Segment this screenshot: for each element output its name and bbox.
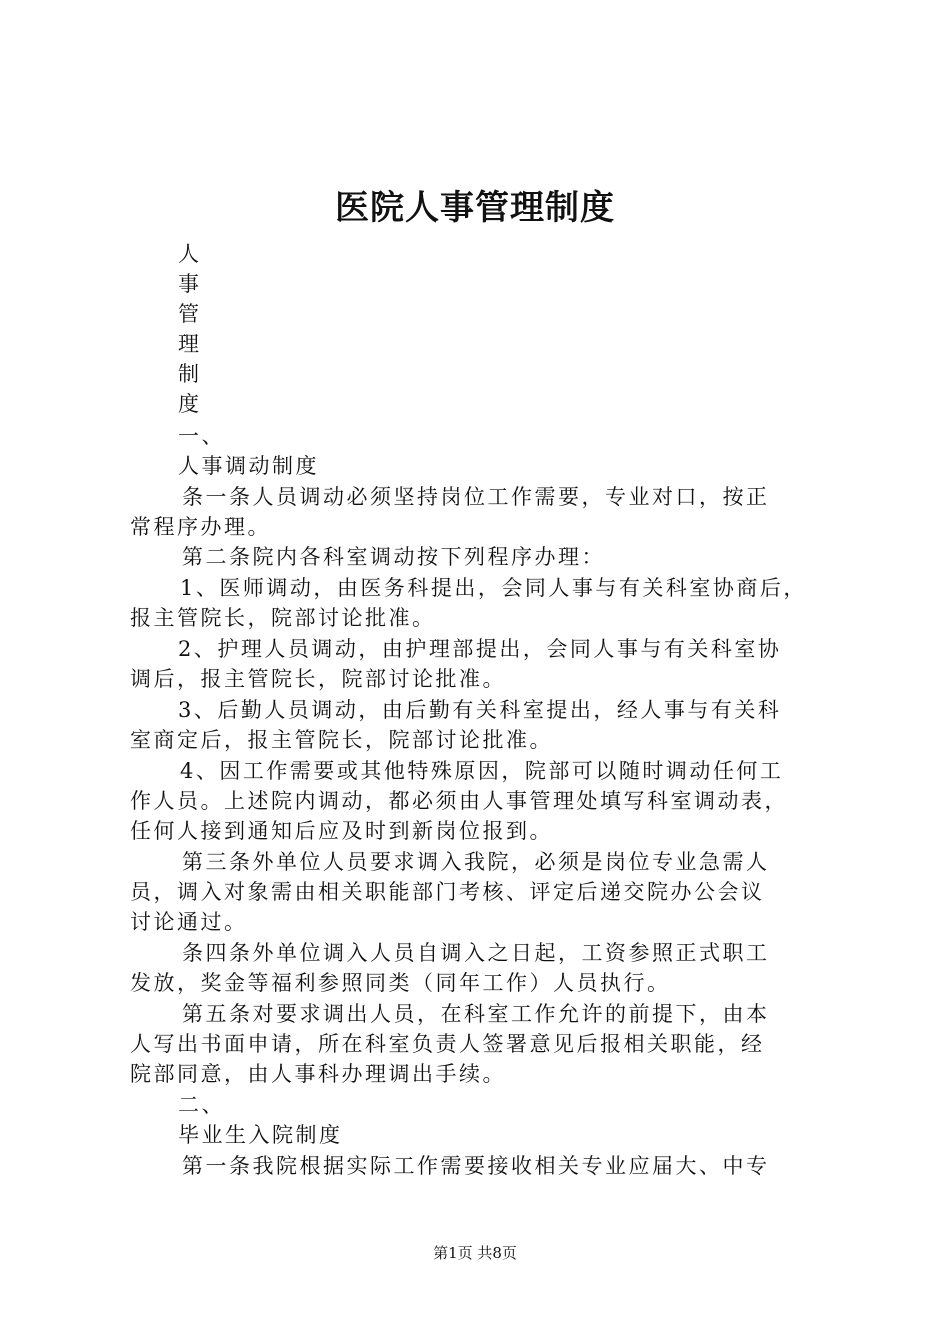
paragraph-line: 讨论通过。 [130, 910, 248, 934]
vertical-heading-char: 理 [178, 332, 199, 356]
paragraph-line: 常程序办理。 [130, 515, 271, 539]
paragraph-line: 员，调入对象需由相关职能部门考核、评定后递交院办公会议 [130, 880, 765, 904]
vertical-heading-char: 事 [178, 272, 199, 296]
section-heading: 毕业生入院制度 [178, 1123, 343, 1147]
paragraph-line: 第二条院内各科室调动按下列程序办理： [182, 545, 605, 569]
paragraph-line: 第三条外单位人员要求调入我院，必须是岗位专业急需人 [182, 850, 770, 874]
paragraph-line: 第一条我院根据实际工作需要接收相关专业应届大、中专 [182, 1154, 770, 1178]
paragraph-line: 发放，奖金等福利参照同类（同年工作）人员执行。 [130, 971, 671, 995]
paragraph-line: 作人员。上述院内调动，都必须由人事管理处填写科室调动表， [130, 789, 788, 813]
paragraph-line: 第五条对要求调出人员，在科室工作允许的前提下，由本 [182, 1002, 770, 1026]
section-number: 一、 [178, 424, 225, 448]
vertical-heading-char: 度 [178, 392, 199, 416]
paragraph-line: 室商定后，报主管院长，院部讨论批准。 [130, 728, 553, 752]
paragraph-line: 报主管院长，院部讨论批准。 [130, 606, 436, 630]
section-heading: 人事调动制度 [178, 454, 319, 478]
paragraph-line: 院部同意，由人事科办理调出手续。 [130, 1062, 506, 1086]
paragraph-line: 任何人接到通知后应及时到新岗位报到。 [130, 819, 553, 843]
paragraph-line: 调后，报主管院长，院部讨论批准。 [130, 667, 506, 691]
paragraph-line: 1、医师调动，由医务科提出，会同人事与有关科室协商后， [180, 576, 807, 600]
paragraph-line: 2、护理人员调动，由护理部提出，会同人事与有关科室协 [178, 637, 782, 661]
paragraph-line: 条四条外单位调入人员自调入之日起，工资参照正式职工 [182, 941, 770, 965]
paragraph-line: 3、后勤人员调动，由后勤有关科室提出，经人事与有关科 [178, 698, 782, 722]
vertical-heading-char: 制 [178, 362, 199, 386]
document-title: 医院人事管理制度 [335, 188, 615, 228]
vertical-heading-char: 人 [178, 242, 199, 266]
paragraph-line: 4、因工作需要或其他特殊原因，院部可以随时调动任何工 [180, 759, 784, 783]
paragraph-line: 人写出书面申请，所在科室负责人签署意见后报相关职能，经 [130, 1032, 765, 1056]
paragraph-line: 条一条人员调动必须坚持岗位工作需要，专业对口，按正 [182, 485, 770, 509]
page-footer: 第1页 共8页 [433, 1244, 517, 1262]
vertical-heading-char: 管 [178, 302, 199, 326]
section-number: 二、 [178, 1093, 225, 1117]
